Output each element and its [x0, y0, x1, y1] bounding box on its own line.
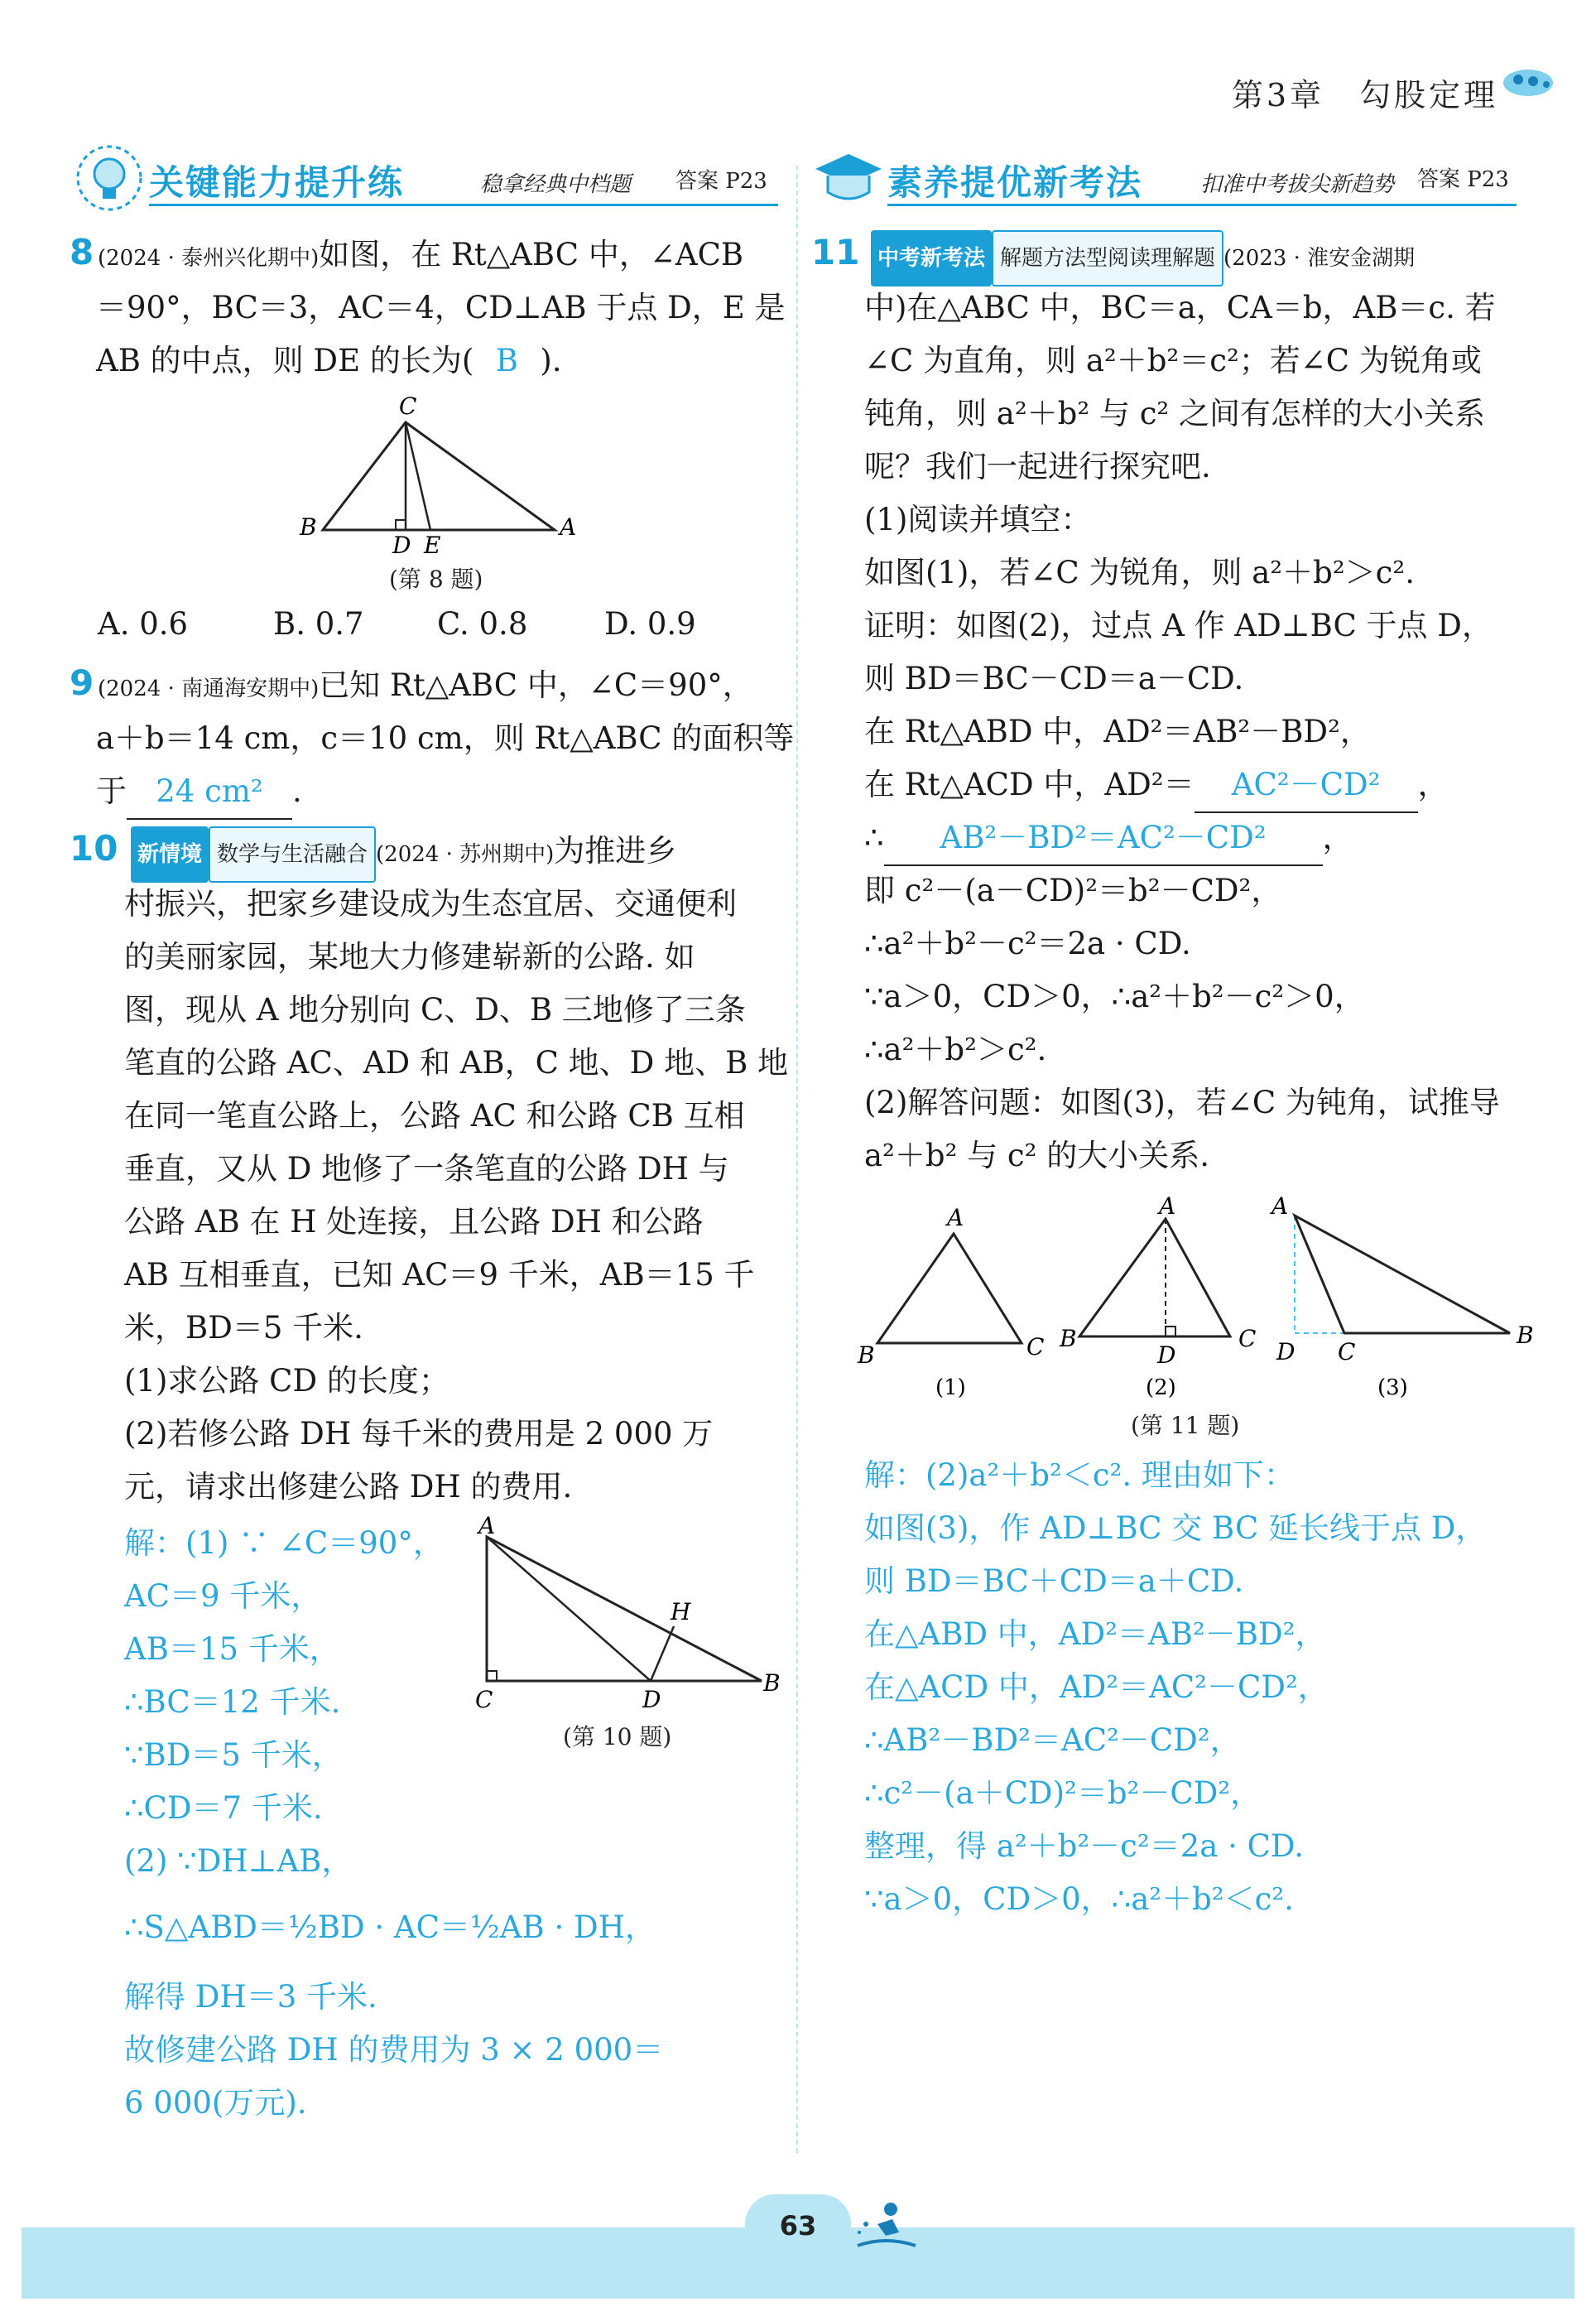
q11-blank-line-2: ∴ AB²－BD²＝AC²－CD² ， [864, 811, 1353, 866]
q10-body-12: 元，请求出修建公路 DH 的费用. [124, 1469, 573, 1505]
q11-blank-2: AB²－BD²＝AC²－CD² [884, 811, 1323, 866]
q11-body-12: ∵a＞0，CD＞0，∴a²＋b²－c²＞0， [864, 979, 1365, 1014]
bulb-icon [68, 141, 151, 215]
svg-text:A: A [1272, 1192, 1289, 1220]
q8-line1: (2024 · 泰州兴化期中)如图，在 Rt△ABC 中，∠ACB [98, 237, 744, 272]
svg-text:C: C [1238, 1325, 1257, 1352]
q11-body-13: ∴a²＋b²＞c². [864, 1032, 1047, 1067]
q9-line1: (2024 · 南通海安期中)已知 Rt△ABC 中，∠C＝90°， [98, 667, 753, 703]
q11-sol-9: ∵a＞0，CD＞0，∴a²＋b²＜c². [864, 1881, 1294, 1917]
q8-line2: ＝90°，BC＝3，AC＝4，CD⊥AB 于点 D，E 是 [96, 290, 786, 325]
q10-sol-11: 6 000(万元). [124, 2085, 307, 2121]
q10-body-8: AB 互相垂直，已知 AC＝9 千米，AB＝15 千 [124, 1257, 755, 1293]
q11-blank-1: AC²－CD² [1195, 758, 1418, 813]
q10-line1: 新情境 数学与生活融合 (2024 · 苏州期中)为推进乡 [131, 825, 676, 883]
q11-body-8: 则 BD＝BC－CD＝a－CD. [864, 661, 1244, 696]
q11-source: (2023 · 淮安金湖期 [1223, 246, 1416, 271]
left-section-title: 关键能力提升练 [149, 162, 405, 203]
left-section-answer-ref: 答案 P23 [675, 169, 767, 194]
q8-figure [290, 389, 588, 559]
svg-text:A: A [947, 1204, 964, 1231]
right-section-title: 素养提优新考法 [887, 162, 1143, 203]
q10-tag2: 数学与生活融合 [209, 826, 376, 883]
q11-line1 [871, 229, 1415, 287]
svg-text:D: D [1276, 1338, 1296, 1365]
q10-sol-2: AC＝9 千米， [124, 1578, 322, 1614]
left-section-underline [149, 204, 778, 206]
q11-body-9: 在 Rt△ABD 中，AD²＝AB²－BD²， [864, 714, 1371, 749]
q10-body-1: 村振兴，把家乡建设成为生态宜居、交通便利 [124, 886, 737, 922]
q10-body-7: 公路 AB 在 H 处连接，且公路 DH 和公路 [124, 1204, 704, 1240]
q10-sol-7: (2) ∵DH⊥AB， [124, 1843, 353, 1879]
q10-sol-3: AB＝15 千米， [124, 1631, 340, 1667]
q10-label-a: A [478, 1512, 496, 1539]
q11-body-10: 即 c²－(a－CD)²＝b²－CD²， [864, 873, 1282, 908]
q11-body-3: 钝角，则 a²＋b² 与 c² 之间有怎样的大小关系 [864, 396, 1486, 431]
q10-body-4: 笔直的公路 AC、AD 和 AB，C 地、D 地、B 地 [124, 1045, 789, 1081]
q10-tag: 新情境 [131, 826, 209, 883]
q11-figures [848, 1192, 1576, 1413]
q8-number: 8 [70, 232, 94, 272]
q11-fig2-label: (2) [1146, 1375, 1176, 1400]
svg-text:B: B [858, 1341, 875, 1369]
q8-caption: (第 8 题) [389, 566, 483, 593]
q11-tag2: 解题方法型阅读理解题 [992, 230, 1223, 287]
q11-body-2: ∠C 为直角，则 a²＋b²＝c²；若∠C 为锐角或 [864, 343, 1482, 378]
q10-sol-5: ∵BD＝5 千米， [124, 1737, 343, 1773]
q8-option-d: D. 0.9 [604, 606, 696, 642]
q11-fig1-label: (1) [935, 1375, 966, 1400]
q8-source: (2024 · 泰州兴化期中) [98, 246, 320, 271]
right-section-answer-ref: 答案 P23 [1417, 167, 1509, 192]
decor-logo-icon [1500, 60, 1561, 101]
q9-number: 9 [70, 662, 94, 703]
q11-body-1: 中)在△ABC 中，BC＝a，CA＝b，AB＝c. 若 [864, 290, 1496, 325]
q9-answer: 24 cm² [127, 765, 292, 820]
q10-sol-1: 解：(1) ∵ ∠C＝90°， [124, 1525, 444, 1561]
q8-label-b: B [300, 513, 317, 541]
q10-label-d: D [642, 1686, 661, 1713]
q10-body-2: 的美丽家园，某地大力修建崭新的公路. 如 [124, 939, 695, 975]
q10-sol-10: 故修建公路 DH 的费用为 3 × 2 000＝ [124, 2032, 664, 2068]
q11-body-14: (2)解答问题：如图(3)，若∠C 为钝角，试推导 [864, 1085, 1500, 1120]
q11-sol-8: 整理，得 a²＋b²－c²＝2a · CD. [864, 1828, 1305, 1864]
q8-option-c: C. 0.8 [437, 606, 528, 642]
q8-label-d: D [392, 532, 411, 559]
q11-body-15: a²＋b² 与 c² 的大小关系. [864, 1138, 1210, 1173]
q11-body-4: 呢？我们一起进行探究吧. [864, 449, 1211, 484]
q8-option-b: B. 0.7 [273, 606, 364, 642]
svg-text:B: B [1517, 1322, 1534, 1349]
svg-text:C: C [1026, 1333, 1045, 1360]
q10-figure [472, 1512, 781, 1713]
q11-number: 11 [811, 232, 860, 272]
q11-fig3-label: (3) [1377, 1375, 1408, 1400]
q10-sol-6: ∴CD＝7 千米. [124, 1790, 323, 1826]
q10-body-5: 在同一笔直公路上，公路 AC 和公路 CB 互相 [124, 1098, 745, 1134]
chapter-title: 第3章 勾股定理 [1231, 77, 1498, 113]
q11-tag: 中考新考法 [871, 230, 992, 287]
q11-body-7: 证明：如图(2)，过点 A 作 AD⊥BC 于点 D， [864, 608, 1493, 643]
q10-sol-8: ∴S△ABD＝½BD · AC＝½AB · DH， [124, 1909, 656, 1945]
q10-source: (2024 · 苏州期中) [376, 842, 555, 867]
q9-line3: 于 24 cm² . [96, 765, 302, 820]
column-divider [796, 166, 800, 2153]
page-number: 63 [745, 2194, 851, 2252]
svg-text:C: C [1338, 1338, 1356, 1365]
q10-body-6: 垂直，又从 D 地修了一条笔直的公路 DH 与 [124, 1151, 729, 1187]
q10-label-c: C [475, 1686, 493, 1713]
q10-label-h: H [671, 1598, 691, 1625]
q10-body-11: (2)若修公路 DH 每千米的费用是 2 000 万 [124, 1416, 714, 1452]
q11-sol-7: ∴c²－(a＋CD)²＝b²－CD²， [864, 1775, 1262, 1811]
q9-line2: a＋b＝14 cm，c＝10 cm，则 Rt△ABC 的面积等 [96, 720, 795, 756]
q11-body-11: ∴a²＋b²－c²＝2a · CD. [864, 926, 1191, 961]
right-section-underline [887, 204, 1517, 206]
q11-sol-2: 如图(3)，作 AD⊥BC 交 BC 延长线于点 D， [864, 1510, 1487, 1546]
q8-label-a: A [560, 513, 577, 541]
graduation-cap-icon [811, 146, 886, 212]
q10-sol-9: 解得 DH＝3 千米. [124, 1979, 377, 2015]
q8-answer: B [495, 343, 518, 378]
q11-sol-3: 则 BD＝BC＋CD＝a＋CD. [864, 1563, 1244, 1599]
q10-body-3: 图，现从 A 地分别向 C、D、B 三地修了三条 [124, 992, 746, 1028]
q10-caption: (第 10 题) [563, 1723, 672, 1750]
surfer-icon [853, 2199, 919, 2257]
svg-text:B: B [1060, 1325, 1077, 1352]
svg-text:D: D [1157, 1341, 1176, 1369]
q10-body-10: (1)求公路 CD 的长度； [124, 1363, 449, 1399]
q11-sol-4: 在△ABD 中，AD²＝AB²－BD²， [864, 1616, 1326, 1652]
q10-body-9: 米，BD＝5 千米. [124, 1310, 363, 1346]
q11-body-6: 如图(1)，若∠C 为锐角，则 a²＋b²＞c². [864, 555, 1415, 590]
right-section-subtitle: 扣准中考拔尖新趋势 [1200, 172, 1395, 197]
q11-body-5: (1)阅读并填空： [864, 502, 1092, 537]
q10-sol-4: ∴BC＝12 千米. [124, 1684, 341, 1720]
q8-line3: AB 的中点，则 DE 的长为( B ). [96, 335, 562, 388]
q11-sol-6: ∴AB²－BD²＝AC²－CD²， [864, 1722, 1241, 1758]
q11-caption: (第 11 题) [1131, 1412, 1240, 1439]
q8-option-a: A. 0.6 [98, 606, 189, 642]
q11-sol-1: 解：(2)a²＋b²＜c². 理由如下： [864, 1457, 1295, 1493]
q8-label-c: C [399, 392, 417, 420]
left-section-subtitle: 稳拿经典中档题 [480, 172, 632, 197]
q10-label-b: B [763, 1669, 781, 1697]
q8-label-e: E [424, 532, 441, 559]
q9-source: (2024 · 南通海安期中) [98, 677, 320, 701]
svg-text:A: A [1159, 1192, 1176, 1220]
q10-number: 10 [70, 828, 118, 869]
q11-sol-5: 在△ACD 中，AD²＝AC²－CD²， [864, 1669, 1329, 1705]
q11-blank-line-1: 在 Rt△ACD 中，AD²＝ AC²－CD² ， [864, 758, 1449, 813]
